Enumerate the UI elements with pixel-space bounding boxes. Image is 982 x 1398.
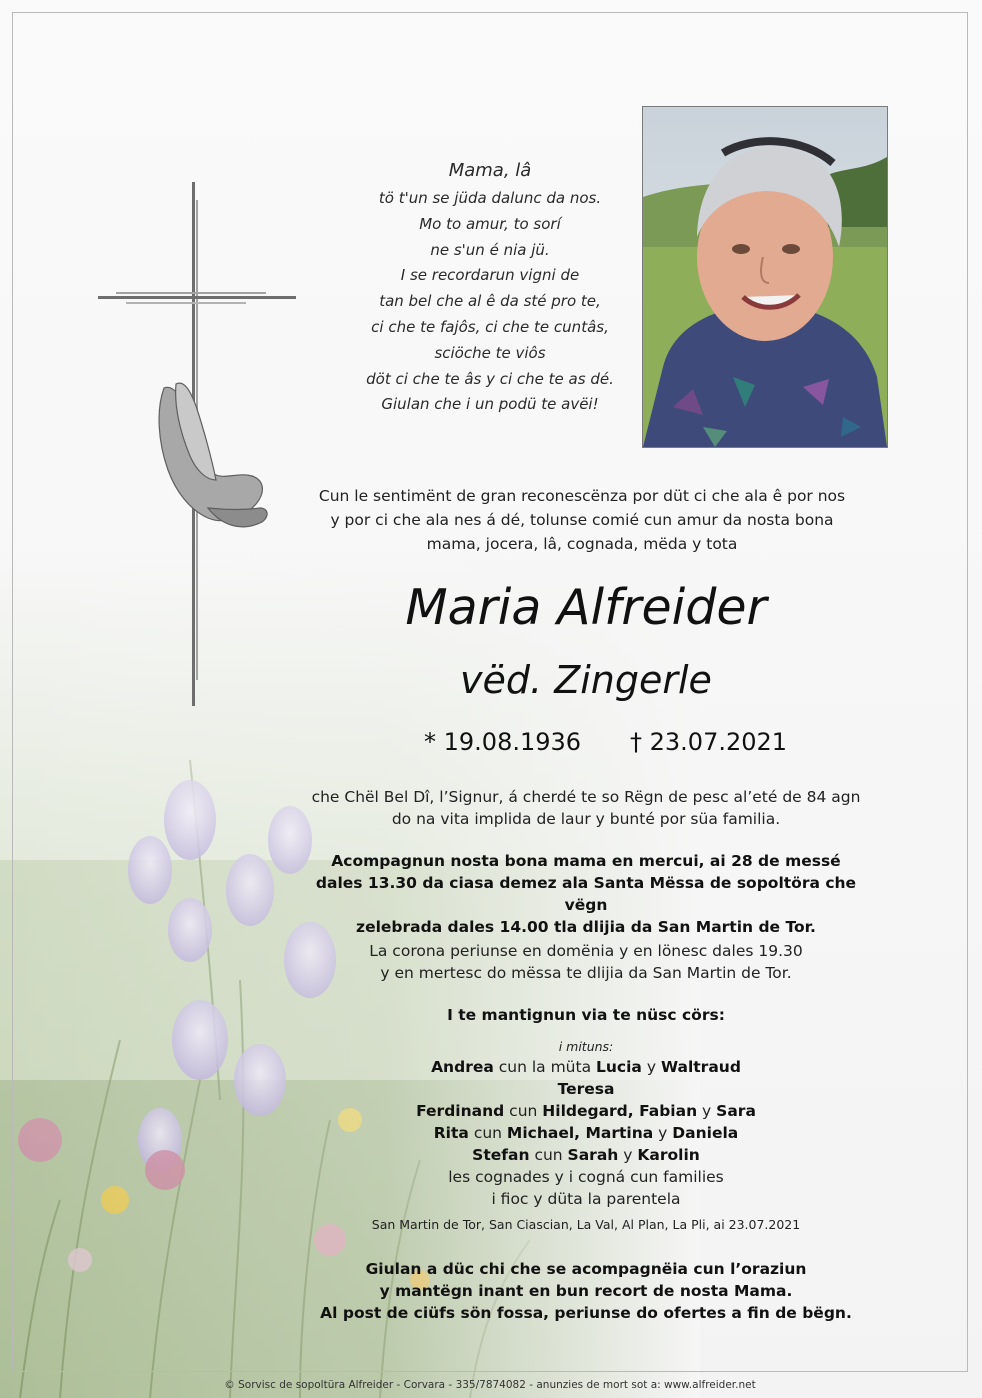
poem-line: Mo to amur, to sorí [419, 214, 561, 233]
funeral-notice [300, 850, 872, 938]
poem-line: ne s'un é nia jü. [430, 240, 550, 259]
intro-line: mama, jocera, lâ, cognada, mëda y tota [426, 535, 738, 553]
rosary-line: La corona periunse en domënia y en lönesc dales 19.30 [369, 942, 803, 960]
portrait-photo [642, 106, 888, 448]
rosary-notice [300, 940, 872, 984]
deceased-maiden-name: vëd. Zingerle [460, 658, 712, 702]
poem-line: ci che te fajôs, ci che te cuntâs, [371, 317, 609, 336]
intro-text [296, 484, 868, 556]
funeral-line: zelebrada dales 14.00 tla dlijia da San Martin de Tor. [356, 918, 816, 936]
mourner-row-teresa: Teresa [557, 1080, 615, 1098]
mourner-name: Daniela [672, 1124, 739, 1142]
cross-with-praying-hands-icon [96, 180, 300, 710]
mourner-name: Lucia [596, 1058, 642, 1076]
mourner-name: Sarah [567, 1146, 619, 1164]
poem-line: sciöche te viôs [434, 343, 546, 362]
mourner-connector: cun la müta [498, 1058, 592, 1076]
funeral-line: dales 13.30 da ciasa demez ala Santa Mëssa de sopoltöra che vëgn [315, 874, 857, 914]
mourner-row-andrea [300, 1056, 872, 1078]
poem-title: Mama, lâ [448, 160, 532, 181]
rosary-line: y en mertesc do mëssa te dlijia da San Martin de Tor. [380, 964, 792, 982]
mourner-name: Waltraud [660, 1058, 741, 1076]
mourner-name: Hildegard, Fabian [542, 1102, 698, 1120]
mourner-name: Stefan [472, 1146, 530, 1164]
mourner-row-rita [300, 1122, 872, 1144]
death-date: † 23.07.2021 [630, 728, 788, 756]
mourner-name: Rita [433, 1124, 469, 1142]
thanks-text [300, 1258, 872, 1324]
funeral-line: Acompagnun nosta bona mama en mercui, ai 28 de messé [331, 852, 841, 870]
deceased-name: Maria Alfreider [405, 579, 767, 636]
poem [300, 156, 680, 418]
poem-line: tö t'un se jüda dalunc da nos. [378, 189, 602, 207]
mourner-row-ferdinand [300, 1100, 872, 1122]
life-dates [300, 728, 872, 764]
mourner-connector: y [623, 1146, 633, 1164]
mourner-name: Sara [716, 1102, 756, 1120]
poem-line: Giulan che i un podü te avëi! [381, 395, 599, 414]
mourners-subheading: i mituns: [558, 1039, 614, 1054]
mourner-connector: y [646, 1058, 657, 1076]
poem-line: döt ci che te âs y ci che te as dé. [366, 369, 614, 388]
mourner-name: Andrea [431, 1058, 494, 1076]
mourner-connector: cun [473, 1124, 502, 1142]
thanks-line: y mantëgn inant en bun recort de nosta Mama. [379, 1282, 793, 1300]
mourner-connector: y [658, 1124, 668, 1142]
mourners-others-line: les cognades y i cogná cun families [448, 1168, 724, 1186]
mourner-connector: cun [509, 1102, 538, 1120]
place-date: San Martin de Tor, San Ciascian, La Val, Al Plan, La Pli, ai 23.07.2021 [371, 1217, 801, 1232]
portrait-image [643, 107, 887, 447]
birth-date: * 19.08.1936 [424, 728, 582, 756]
mourner-name: Ferdinand [416, 1102, 505, 1120]
mourner-row-stefan [300, 1144, 872, 1166]
footer-credit: © Sorvisc de sopoltüra Alfreider - Corvara - 335/7874082 - anunzies de mort sot a: www.alfreider.net [224, 1379, 756, 1391]
intro-line: y por ci che ala nes á dé, tolunse comié cun amur da nosta bona [330, 511, 834, 529]
passing-line: do na vita implida de laur y bunté por süa familia. [391, 810, 781, 828]
mourner-name: Michael, Martina [506, 1124, 654, 1142]
passing-text [300, 786, 872, 830]
mourner-connector: y [702, 1102, 712, 1120]
poem-line: tan bel che al ê da sté pro te, [379, 292, 601, 311]
thanks-line: Al post de ciüfs sön fossa, periunse do ofertes a fin de bëgn. [320, 1304, 852, 1322]
mourners-others-line: i fioc y düta la parentela [491, 1190, 681, 1208]
mourner-name: Karolin [637, 1146, 700, 1164]
mourners-list [300, 1004, 872, 1210]
mourners-heading: I te mantignun via te nüsc cörs: [447, 1006, 725, 1024]
thanks-line: Giulan a düc chi che se acompagnëia cun l’oraziun [365, 1260, 807, 1278]
passing-line: che Chël Bel Dî, l’Signur, á cherdé te so Rëgn de pesc al’eté de 84 agn [311, 788, 861, 806]
mourner-connector: cun [534, 1146, 563, 1164]
poem-line: I se recordarun vigni de [400, 266, 580, 285]
intro-line: Cun le sentimënt de gran reconescënza por düt ci che ala ê por nos [318, 487, 846, 505]
